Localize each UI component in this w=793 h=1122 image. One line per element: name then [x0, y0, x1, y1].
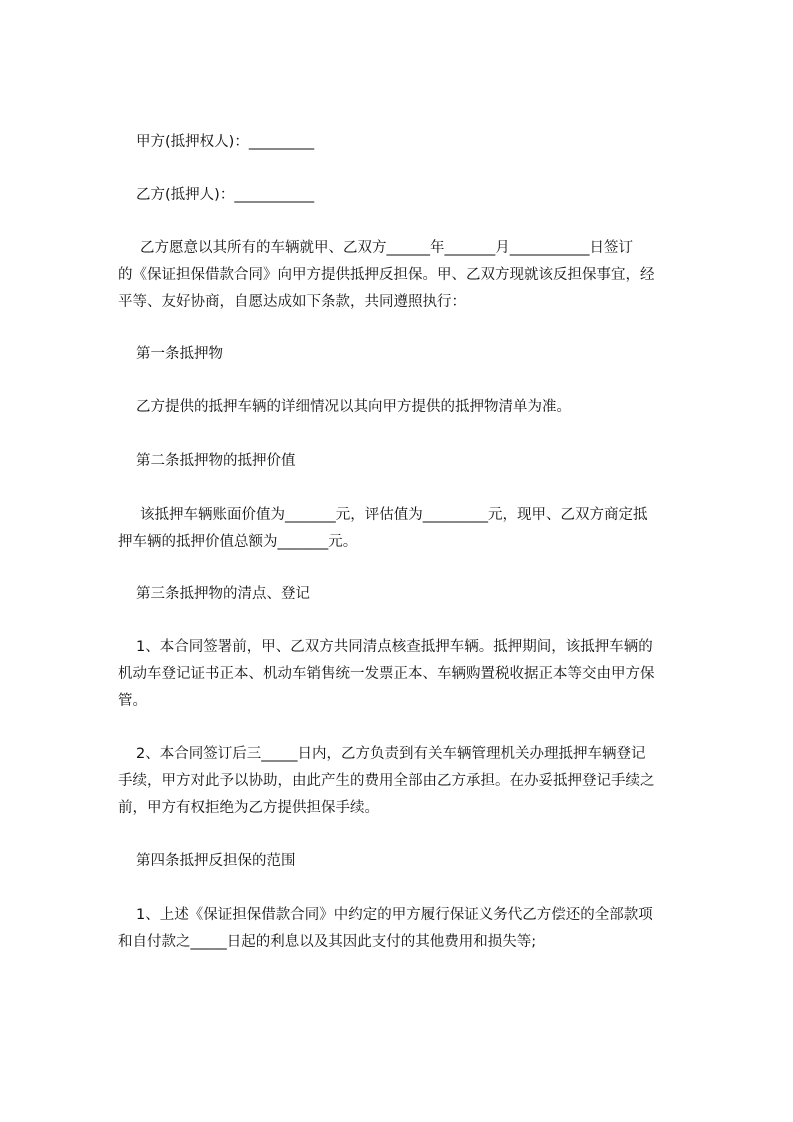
- party-a-line: 甲方(抵押权人)：_________: [136, 134, 315, 150]
- intro-line-2: 的《保证担保借款合同》向甲方提供抵押反担保。甲、乙双方现就该反担保事宜，经: [118, 267, 655, 283]
- article-2-line-1: 该抵押车辆账面价值为_______元，评估值为_________元，现甲、乙双方商定抵: [140, 507, 648, 523]
- article-4-title: 第四条抵押反担保的范围: [136, 853, 296, 869]
- article-2-title: 第二条抵押物的抵押价值: [136, 453, 296, 469]
- article-4-clause-1-line-2: 和自付款之_____日起的利息以及其因此支付的其他费用和损失等;: [118, 934, 537, 950]
- article-3-clause-1-line-3: 管。: [118, 693, 147, 709]
- article-3-clause-1-line-1: 1、本合同签署前，甲、乙双方共同清点核查抵押车辆。抵押期间，该抵押车辆的: [136, 639, 653, 655]
- article-1-line-1: 乙方提供的抵押车辆的详细情况以其向甲方提供的抵押物清单为准。: [136, 399, 571, 415]
- article-3-clause-2-line-2: 手续，甲方对此予以协助，由此产生的费用全部由乙方承担。在办妥抵押登记手续之: [118, 773, 655, 789]
- intro-line-1: 乙方愿意以其所有的车辆就甲、乙双方______年_______月___________日签订: [140, 240, 633, 256]
- article-3-title: 第三条抵押物的清点、登记: [136, 586, 310, 602]
- article-2-line-2: 押车辆的抵押价值总额为_______元。: [118, 534, 358, 550]
- article-3-clause-2-line-1: 2、本合同签订后三_____日内，乙方负责到有关车辆管理机关办理抵押车辆登记: [136, 746, 646, 762]
- intro-line-3: 平等、友好协商，自愿达成如下条款，共同遵照执行：: [118, 294, 466, 310]
- party-b-line: 乙方(抵押人)：___________: [136, 187, 315, 203]
- article-1-title: 第一条抵押物: [136, 346, 223, 362]
- article-3-clause-1-line-2: 机动车登记证书正本、机动车销售统一发票正本、车辆购置税收据正本等交由甲方保: [118, 666, 655, 682]
- article-3-clause-2-line-3: 前，甲方有权拒绝为乙方提供担保手续。: [118, 800, 379, 816]
- article-4-clause-1-line-1: 1、上述《保证担保借款合同》中约定的甲方履行保证义务代乙方偿还的全部款项: [136, 907, 653, 923]
